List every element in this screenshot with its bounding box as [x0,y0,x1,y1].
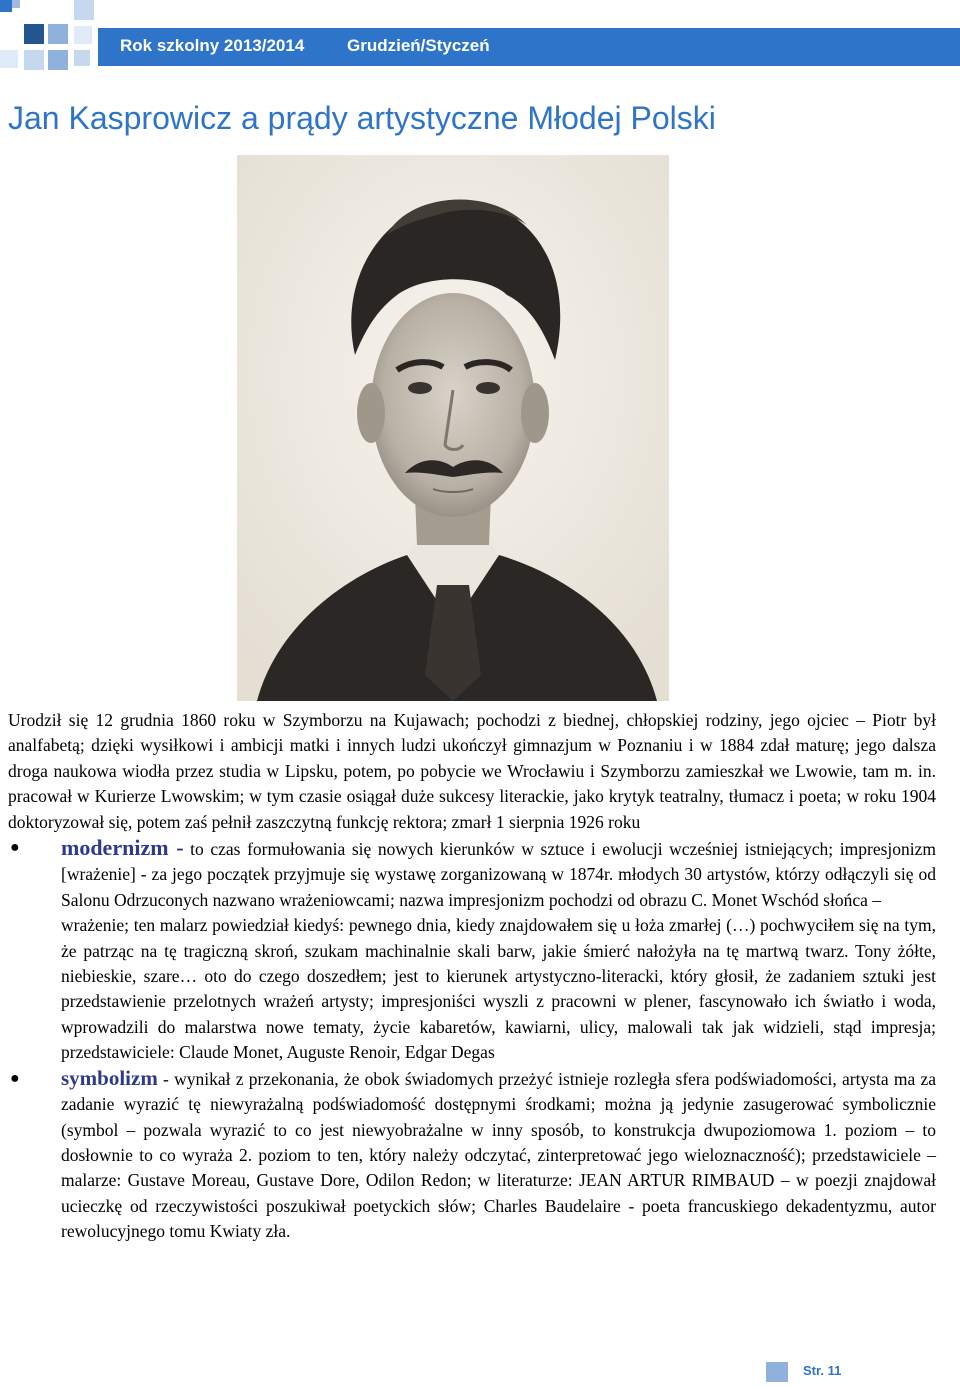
school-year: Rok szkolny 2013/2014 [120,36,305,55]
topic-text: - wynikał z przekonania, że obok świadomych przeżyć istnieje rozległa sfera podświadomości, artysta ma za zadanie wyrazić tę niewyrażalną podświadomość dostępnymi środkami; można ją jedynie zasugerować symbolicznie (symbol – pozwala wyrazić to co jest niewyobrażalne w inny sposób, to konstrukcja dwupoziomowa 1. poziom – to dosłownie to co wyraża 2. poziom to ten, który należy odczytać, zinterpretować jego wieloznaczność); przedstawiciele – malarze: Gustave Moreau, Gustave Dore, Odilon Redon; w literaturze: JEAN ARTUR RIMBAUD – w poezji znajdował ucieczkę od rzeczywistości poszukiwał poetyckich słów; Charles Baudelaire - poeta francuskiego dekadentyzmu, autor rewolucyjnego tomu Kwiaty zła. [61,1068,936,1242]
topic-list [8,835,936,1245]
decor-square [0,50,18,68]
article-body [8,708,936,1245]
decor-square [74,26,92,44]
topic-text-continued: wrażenie; ten malarz powiedział kiedyś: pewnego dnia, kiedy znajdowałem się u łoża zmarłej (…) pochwyciłem się na tym, że patrząc na tę tragiczną skroń, szukam machinalnie skali barw, jakie śmierć nałożyła na tę martwą twarz. Tony żółte, niebieskie, szare… oto do czego doszedłem; jest to kierunek artystyczno-literacki, który głosił, że zadaniem sztuki jest przedstawienie przelotnych wrażeń artysty; impresjoniści wyszli z pracowni w plener, fascynowało ich światło i woda, wprowadzili do malarstwa nowe tematy, życie kabaretów, kawiarni, ulicy, malowali tak jak widzieli, stąd impresja; przedstawiciele: Claude Monet, Auguste Renoir, Edgar Degas [61,915,936,1063]
term-modernizm: modernizm - [61,835,184,861]
page-number: Str. 11 [803,1363,842,1378]
bullet-icon: ● [10,1069,20,1087]
list-item [8,835,936,1066]
decor-square [48,50,68,70]
page-title: Jan Kasprowicz a prądy artystyczne Młodej Polski [8,100,716,136]
topic-text: to czas formułowania się nowych kierunków w sztuce i ewolucji wcześniej istniejących; impresjonizm [wrażenie] - za jego początek przyjmuje się wystawę zorganizowaną w 1874r. młodych 30 artystów, którzy odłączyli się od Salonu Odrzuconych nazwano wrażeniowcami; nazwa impresjonizm pochodzi od obrazu C. Monet Wschód słońca – [61,839,936,910]
issue-month: Grudzień/Styczeń [347,36,490,55]
header-bar [0,0,960,90]
list-item [8,1066,936,1245]
decor-square [0,0,12,12]
term-symbolizm: symbolizm [61,1065,158,1090]
biography-paragraph: Urodził się 12 grudnia 1860 roku w Szymborzu na Kujawach; pochodzi z biednej, chłopskiej rodziny, jego ojciec – Piotr był analfabetą; dzięki wysiłkowi i ambicji matki i innych ludzi ukończył gimnazjum w Poznaniu i w 1884 zdał maturę; jego dalsza droga naukowa wiodła przez studia w Lipsku, potem, po pobycie we Wrocławiu i Szymborzu zamieszkał we Lwowie, tam m. in. pracował w Kurierze Lwowskim; w tym czasie osiągał duże sukcesy literackie, jako krytyk teatralny, tłumacz i poeta; w roku 1904 doktoryzował się, potem zaś pełnił zaszczytną funkcję rektora; zmarł 1 sierpnia 1926 roku [8,710,936,832]
decor-square [74,50,90,66]
decor-square [48,24,68,44]
decor-square [24,50,44,70]
bullet-icon: ● [10,839,20,857]
decor-square [12,0,20,8]
footer-square [766,1362,788,1382]
decor-square [74,0,94,20]
portrait-photo [237,155,669,701]
decor-square [24,24,44,44]
